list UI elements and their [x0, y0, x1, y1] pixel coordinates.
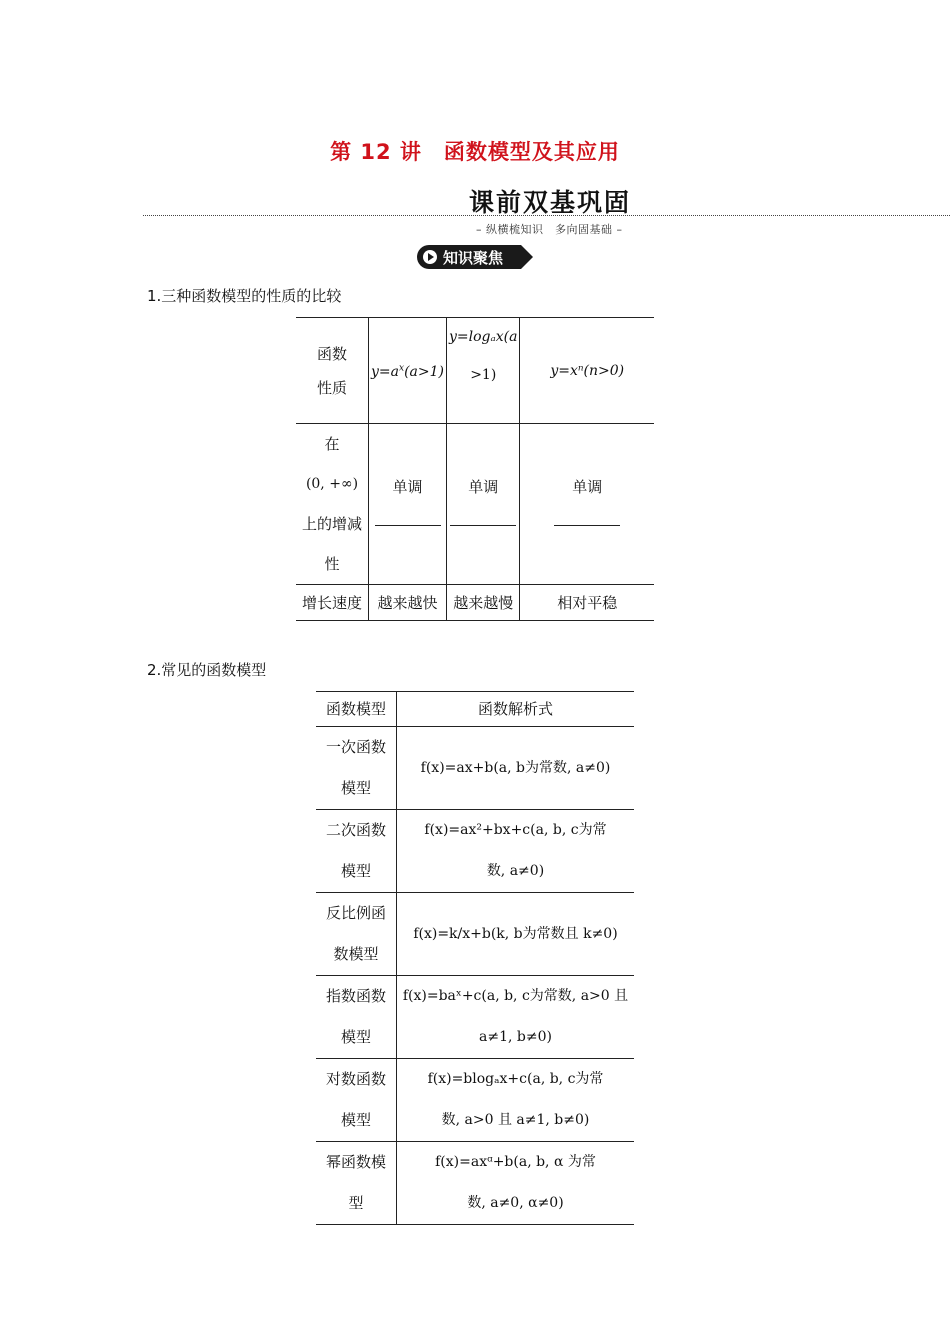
lecture-topic: 函数模型及其应用 — [443, 140, 620, 164]
model-name — [316, 1059, 397, 1142]
formula-line: 数, a≠0, α≠0) — [467, 1195, 564, 1211]
model-name-line: 对数函数 — [325, 1070, 386, 1088]
model-name — [316, 893, 397, 976]
model-formula — [397, 1142, 635, 1225]
function-models-table — [316, 691, 634, 1225]
formula-log-line2: >1) — [470, 367, 497, 383]
formula-condition: (a>1) — [404, 364, 445, 381]
comparison-table — [296, 317, 654, 621]
table-corner-cell — [296, 318, 369, 424]
section1-heading: 1.三种函数模型的性质的比较 — [147, 287, 342, 305]
model-name-line: 幂函数模 — [325, 1153, 386, 1171]
section2-heading: 2.常见的函数模型 — [147, 661, 267, 679]
formula-line: f(x)=blogₐx+c(a, b, c为常 — [427, 1071, 604, 1087]
header-exponential — [369, 318, 447, 424]
page-title — [0, 136, 950, 166]
model-name-line: 一次函数 — [325, 738, 386, 756]
label-line: 在 — [324, 435, 340, 453]
fill-blank[interactable] — [554, 507, 620, 526]
model-name-line: 模型 — [340, 862, 371, 880]
formula-line: f(x)=ax²+bx+c(a, b, c为常 — [424, 822, 607, 838]
model-name-line: 模型 — [340, 1028, 371, 1046]
knowledge-focus-tag — [417, 245, 521, 269]
model-name-line: 数模型 — [333, 945, 379, 963]
column-header: 函数解析式 — [397, 692, 635, 727]
monotonic-cell — [520, 424, 654, 585]
formula-power: y=xⁿ(n>0) — [550, 363, 625, 379]
model-formula — [397, 727, 635, 810]
formula-log-line1: y=logₐx(a — [449, 329, 518, 345]
model-name — [316, 1142, 397, 1225]
model-formula — [397, 1059, 635, 1142]
model-formula — [397, 976, 635, 1059]
model-formula — [397, 810, 635, 893]
knowledge-focus-label: 知识聚焦 — [443, 248, 504, 267]
model-name-line: 二次函数 — [325, 821, 386, 839]
label-line: (0, +∞) — [305, 476, 359, 492]
formula-exponential — [371, 364, 444, 380]
monotonic-cell — [447, 424, 520, 585]
formula-line: 数, a≠0) — [486, 863, 545, 879]
model-name — [316, 810, 397, 893]
formula-line: 数, a>0 且 a≠1, b≠0) — [441, 1112, 590, 1128]
section-subbanner: – 纵横梳知识 多向固基础 – — [476, 223, 623, 236]
cell-text: 单调 — [468, 478, 499, 496]
model-name-line: 型 — [348, 1194, 364, 1212]
formula-exponent: x — [399, 363, 405, 374]
row-monotonic-label — [296, 424, 369, 585]
fill-blank[interactable] — [450, 507, 516, 526]
formula-line: f(x)=k/x+b(k, b为常数且 k≠0) — [413, 926, 618, 942]
label-line: 上的增减 — [301, 515, 362, 533]
header-logarithm — [447, 318, 520, 424]
model-name-line: 模型 — [340, 779, 371, 797]
column-header: 函数模型 — [316, 692, 397, 727]
model-name-line: 模型 — [340, 1111, 371, 1129]
model-name — [316, 727, 397, 810]
formula-line: f(x)=ax+b(a, b为常数, a≠0) — [420, 760, 611, 776]
monotonic-cell — [369, 424, 447, 585]
cell-text: 单调 — [392, 478, 423, 496]
growth-cell: 越来越慢 — [447, 585, 520, 621]
formula-line: a≠1, b≠0) — [479, 1029, 552, 1045]
fill-blank[interactable] — [375, 507, 441, 526]
header-line: 性质 — [316, 378, 347, 397]
row-growth-label: 增长速度 — [296, 585, 369, 621]
formula-line: f(x)=baˣ+c(a, b, c为常数, a>0 且 — [402, 988, 629, 1004]
model-name — [316, 976, 397, 1059]
header-line: 函数 — [316, 344, 347, 363]
formula-line: f(x)=axᵅ+b(a, b, α 为常 — [435, 1154, 596, 1170]
header-power — [520, 318, 654, 424]
growth-cell: 越来越快 — [369, 585, 447, 621]
section-banner: 课前双基巩固 — [469, 188, 632, 217]
model-name-line: 反比例函 — [325, 904, 386, 922]
label-line: 性 — [324, 555, 340, 573]
formula-base: y=a — [371, 364, 399, 381]
dotted-divider — [143, 215, 950, 216]
growth-cell: 相对平稳 — [520, 585, 654, 621]
model-formula — [397, 893, 635, 976]
play-circle-icon — [423, 250, 437, 264]
cell-text: 单调 — [572, 478, 603, 496]
lecture-number: 第 12 讲 — [330, 140, 422, 164]
model-name-line: 指数函数 — [325, 987, 386, 1005]
